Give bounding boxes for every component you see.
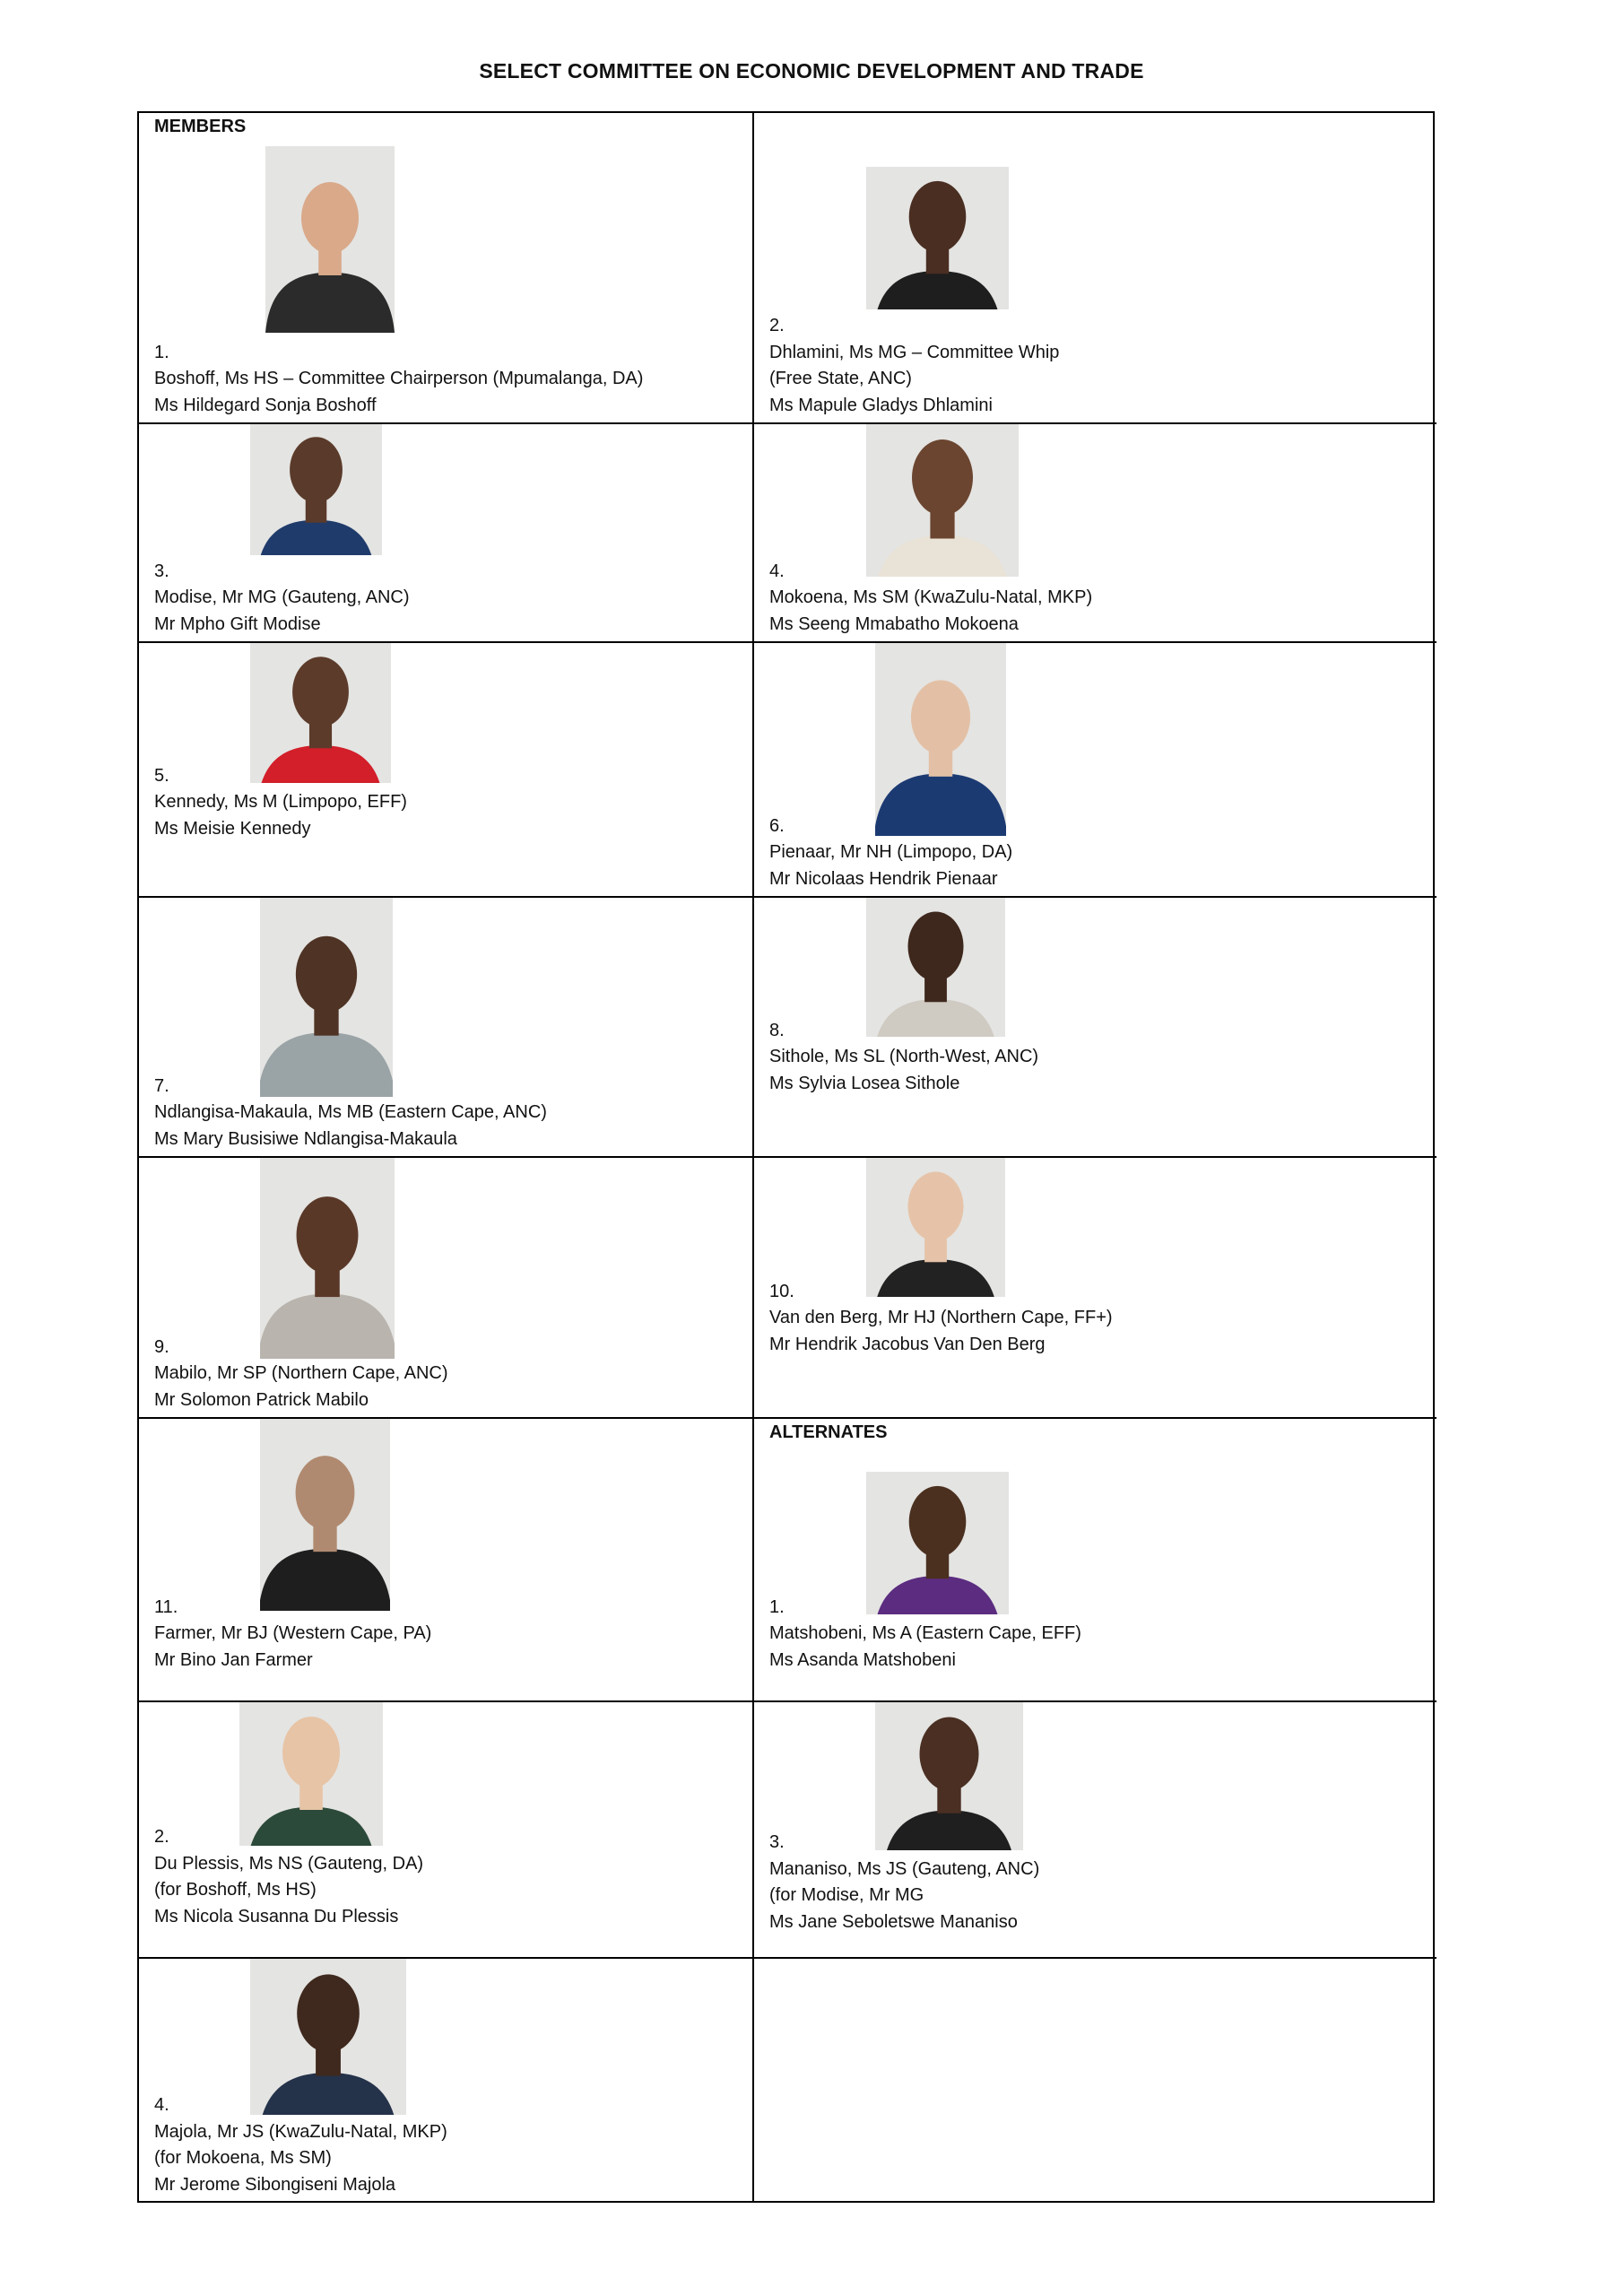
alternate-photo-1 (866, 1472, 1009, 1614)
member-cell-5 (139, 643, 754, 898)
member-full-name: Mr Bino Jan Farmer (154, 1649, 313, 1670)
member-number: 4. (769, 561, 785, 581)
alternate-cell-4 (139, 1959, 754, 2202)
alternate-full-name: Ms Nicola Susanna Du Plessis (154, 1906, 399, 1926)
member-title-line: Pienaar, Mr NH (Limpopo, DA) (769, 842, 1013, 862)
member-number: 2. (769, 316, 785, 335)
committee-table (137, 111, 1435, 2203)
member-title-line: Mabilo, Mr SP (Northern Cape, ANC) (154, 1363, 448, 1383)
member-photo-1 (265, 146, 395, 333)
member-photo-10 (866, 1158, 1005, 1297)
member-photo-9 (260, 1158, 395, 1359)
alternate-number: 4. (154, 2095, 169, 2115)
member-photo-2 (866, 167, 1009, 309)
member-number: 10. (769, 1281, 794, 1301)
member-photo-3 (250, 424, 382, 555)
member-title-line: Modise, Mr MG (Gauteng, ANC) (154, 587, 410, 607)
member-full-name: Ms Mapule Gladys Dhlamini (769, 395, 993, 415)
member-full-name: Ms Meisie Kennedy (154, 818, 311, 839)
member-text-10 (769, 1279, 1113, 1359)
member-title-line: Ndlangisa-Makaula, Ms MB (Eastern Cape, ANC) (154, 1102, 547, 1122)
section-heading-alternates: ALTERNATES (769, 1422, 888, 1442)
portrait-placeholder (866, 1158, 1005, 1297)
portrait-placeholder (875, 1702, 1023, 1850)
portrait-placeholder (260, 1419, 390, 1611)
alternate-title-line: Matshobeni, Ms A (Eastern Cape, EFF) (769, 1623, 1081, 1643)
member-text-6 (769, 813, 1012, 893)
empty-cell (754, 1959, 1436, 2202)
alternate-title-line: (for Modise, Mr MG (769, 1885, 924, 1905)
member-text-9 (154, 1335, 448, 1414)
member-title-line: Van den Berg, Mr HJ (Northern Cape, FF+) (769, 1308, 1113, 1327)
member-cell-2 (754, 113, 1436, 424)
alternate-text-1 (769, 1595, 1081, 1674)
member-title-line: Mokoena, Ms SM (KwaZulu-Natal, MKP) (769, 587, 1093, 607)
portrait-placeholder (265, 146, 395, 333)
page-title: SELECT COMMITTEE ON ECONOMIC DEVELOPMENT AND TRADE (479, 59, 1144, 83)
member-cell-7 (139, 898, 754, 1158)
member-cell-1 (139, 113, 754, 424)
member-text-3 (154, 559, 410, 639)
alternate-title-line: Majola, Mr JS (KwaZulu-Natal, MKP) (154, 2121, 447, 2142)
member-photo-7 (260, 898, 393, 1097)
alternate-photo-3 (875, 1702, 1023, 1850)
member-text-5 (154, 763, 407, 843)
alternate-title-line: (for Boshoff, Ms HS) (154, 1880, 317, 1900)
member-photo-11 (260, 1419, 390, 1611)
member-cell-6 (754, 643, 1436, 898)
member-text-8 (769, 1018, 1038, 1098)
member-full-name: Ms Mary Busisiwe Ndlangisa-Makaula (154, 1128, 457, 1149)
member-full-name: Mr Nicolaas Hendrik Pienaar (769, 868, 998, 889)
alternate-title-line: Mananiso, Ms JS (Gauteng, ANC) (769, 1858, 1040, 1879)
alternate-cell-2 (139, 1702, 754, 1959)
member-number: 1. (154, 342, 169, 362)
alternate-text-4 (154, 2092, 447, 2198)
member-text-11 (154, 1595, 431, 1674)
member-title-line: Kennedy, Ms M (Limpopo, EFF) (154, 792, 407, 812)
member-title-line: Dhlamini, Ms MG – Committee Whip (769, 342, 1060, 362)
member-number: 5. (154, 765, 169, 786)
member-full-name: Ms Hildegard Sonja Boshoff (154, 395, 377, 415)
member-cell-11 (139, 1419, 754, 1702)
alternate-text-3 (769, 1830, 1039, 1935)
member-title-line: Farmer, Mr BJ (Western Cape, PA) (154, 1623, 432, 1643)
member-photo-8 (866, 898, 1005, 1037)
member-cell-10 (754, 1158, 1436, 1419)
member-number: 9. (154, 1336, 169, 1357)
member-number: 6. (769, 815, 785, 836)
alternate-title-line: (for Mokoena, Ms SM) (154, 2148, 332, 2168)
portrait-placeholder (866, 424, 1019, 577)
member-full-name: Ms Sylvia Losea Sithole (769, 1073, 960, 1093)
portrait-placeholder (866, 898, 1005, 1037)
section-heading-members: MEMBERS (154, 117, 247, 136)
portrait-placeholder (866, 167, 1009, 309)
alternate-full-name: Mr Jerome Sibongiseni Majola (154, 2174, 396, 2195)
alternate-cell-1 (754, 1419, 1436, 1702)
member-photo-6 (875, 643, 1006, 836)
member-text-4 (769, 559, 1092, 639)
member-full-name: Mr Hendrik Jacobus Van Den Berg (769, 1334, 1046, 1354)
member-text-7 (154, 1074, 547, 1153)
alternate-number: 3. (769, 1832, 785, 1852)
member-number: 8. (769, 1020, 785, 1040)
alternate-title-line: Du Plessis, Ms NS (Gauteng, DA) (154, 1853, 424, 1874)
member-full-name: Mr Solomon Patrick Mabilo (154, 1389, 369, 1410)
member-title-line: (Free State, ANC) (769, 369, 912, 388)
member-cell-8 (754, 898, 1436, 1158)
member-number: 3. (154, 561, 169, 581)
member-title-line: Sithole, Ms SL (North-West, ANC) (769, 1047, 1039, 1066)
portrait-placeholder (260, 1158, 395, 1359)
member-number: 11. (154, 1596, 178, 1617)
member-title-line: Boshoff, Ms HS – Committee Chairperson (Mpumalanga, DA) (154, 369, 644, 388)
alternate-number: 1. (769, 1596, 785, 1617)
member-number: 7. (154, 1075, 169, 1096)
portrait-placeholder (260, 898, 393, 1097)
member-cell-9 (139, 1158, 754, 1419)
alternate-number: 2. (154, 1827, 169, 1847)
portrait-placeholder (250, 424, 382, 555)
alternate-full-name: Ms Asanda Matshobeni (769, 1649, 956, 1670)
portrait-placeholder (250, 1959, 406, 2115)
portrait-placeholder (875, 643, 1006, 836)
member-full-name: Ms Seeng Mmabatho Mokoena (769, 613, 1019, 634)
alternate-full-name: Ms Jane Seboletswe Mananiso (769, 1911, 1018, 1932)
member-full-name: Mr Mpho Gift Modise (154, 613, 321, 634)
alternate-photo-4 (250, 1959, 406, 2115)
alternate-cell-3 (754, 1702, 1436, 1959)
member-text-2 (769, 313, 1059, 419)
member-text-1 (154, 340, 643, 420)
member-cell-3 (139, 424, 754, 643)
alternate-text-2 (154, 1824, 423, 1930)
member-photo-4 (866, 424, 1019, 577)
member-cell-4 (754, 424, 1436, 643)
portrait-placeholder (866, 1472, 1009, 1614)
